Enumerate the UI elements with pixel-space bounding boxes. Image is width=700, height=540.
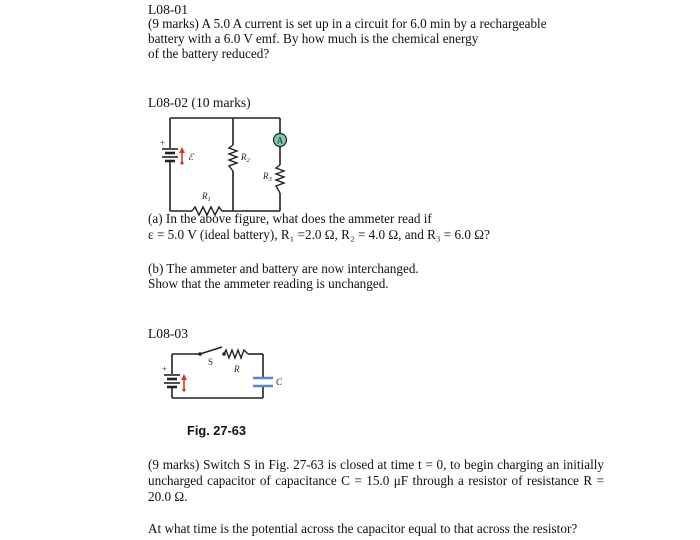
circuit-figure-l08-03 bbox=[150, 342, 300, 408]
q2-heading: L08-02 (10 marks) bbox=[148, 95, 251, 110]
resistor-r-icon bbox=[224, 350, 248, 358]
r2-resistor-icon bbox=[229, 145, 237, 171]
battery-icon bbox=[160, 138, 178, 161]
r1-label: $R_1$ bbox=[202, 191, 211, 203]
capacitor-label: C bbox=[276, 377, 283, 387]
rc-battery-icon bbox=[162, 364, 180, 387]
ammeter-icon bbox=[274, 134, 287, 147]
q1-line-1: (9 marks) A 5.0 A current is set up in a circuit for 6.0 min by a rechargeable bbox=[148, 16, 547, 31]
rc-circuit-diagram bbox=[150, 342, 300, 408]
resistor-label: R bbox=[234, 364, 240, 374]
q1-line-3: of the battery reduced? bbox=[148, 46, 270, 61]
q2-part-a-line-1: (a) In the above figure, what does the ammeter read if bbox=[148, 211, 432, 226]
circuit-wires bbox=[170, 118, 280, 211]
q3-question: At what time is the potential across the capacitor equal to that across the resistor? bbox=[148, 521, 578, 536]
q1-line-2: battery with a 6.0 V emf. By how much is the chemical energy bbox=[148, 31, 479, 46]
q2-part-b-line-2: Show that the ammeter reading is unchanged. bbox=[148, 276, 389, 291]
emf-label: ℰ bbox=[188, 152, 194, 162]
q2-part-a-line-2: ε = 5.0 V (ideal battery), R₁ =2.0 Ω, R₂ = 4.0 Ω, and R₃ = 6.0 Ω? bbox=[148, 227, 490, 242]
q1-heading: L08-01 bbox=[148, 2, 189, 17]
switch-icon bbox=[198, 347, 226, 356]
rc-battery-plus-sign: + bbox=[162, 364, 168, 374]
rc-emf-arrow-icon bbox=[181, 374, 187, 392]
circuit-figure-l08-02 bbox=[150, 115, 310, 220]
circuit-diagram bbox=[150, 115, 310, 220]
battery-plus-sign: + bbox=[160, 138, 166, 148]
switch-label: S bbox=[208, 357, 214, 367]
rc-circuit-wires bbox=[172, 354, 263, 398]
emf-arrow-icon bbox=[179, 147, 185, 165]
q3-paragraph: (9 marks) Switch S in Fig. 27-63 is closed at time t = 0, to begin charging an initially uncharged capacitor of capacitance C = 15.0 μF through a resistor of resistance R = 20.0 Ω. bbox=[148, 457, 604, 504]
r3-label: $R_3$ bbox=[263, 171, 272, 183]
r2-label: $R_2$ bbox=[241, 152, 250, 164]
capacitor-icon bbox=[253, 378, 273, 386]
q2-part-b-line-1: (b) The ammeter and battery are now interchanged. bbox=[148, 261, 419, 276]
q3-heading: L08-03 bbox=[148, 326, 189, 341]
r3-resistor-icon bbox=[276, 165, 284, 193]
figure-caption: Fig. 27-63 bbox=[187, 423, 247, 438]
ammeter-label: A bbox=[276, 135, 284, 146]
